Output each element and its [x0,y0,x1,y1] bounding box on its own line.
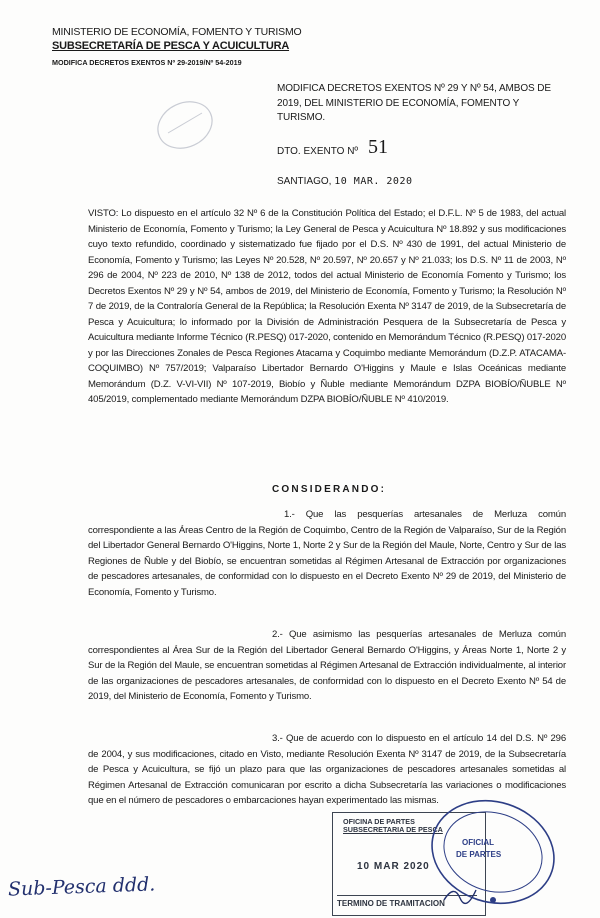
faint-stamp-mark [150,95,220,155]
place-date [277,176,412,187]
stamp-line-2: SUBSECRETARIA DE PESCA [343,825,443,834]
reference-line: MODIFICA DECRETOS EXENTOS Nº 29-2019/Nº 54-2019 [52,58,242,67]
decree-label: DTO. EXENTO Nº [277,146,359,157]
stamp-footer: TERMINO DE TRAMITACION [337,895,477,908]
ministry-header: MINISTERIO DE ECONOMÍA, FOMENTO Y TURISMO [52,26,302,38]
ink-scribble [440,880,480,910]
considerando-paragraph-1: 1.- Que las pesquerías artesanales de Merluza común correspondiente a las Áreas Centro de la Región de Coquimbo, Centro de la Región de Valparaíso, Sur de la Región del Libertador General Bernardo O'Higgins, Norte 1, Norte 2 y Sur de la Región del Maule, Norte, Centro y Sur de las Regiones de Ñuble y del Biobío, se encuentran sometidas al Régimen Artesanal de Extracción por organizaciones de pescadores artesanales, de conformidad con lo dispuesto en el Decreto Exento Nº 29 de 2019, del Ministerio de Economía, Fomento y Turismo. [88,509,566,598]
handwritten-signature: Sub-Pesca ddd. [7,873,156,901]
round-stamp-text-2: DE PARTES [456,850,502,859]
decree-title: MODIFICA DECRETOS EXENTOS Nº 29 Y Nº 54, AMBOS DE 2019, DEL MINISTERIO DE ECONOMÍA, FOMENTO Y TURISMO. [277,83,551,123]
considerando-paragraph-2: 2.- Que asimismo las pesquerías artesanales de Merluza común correspondientes al Área Sur de la Región del Libertador General Bernardo O'Higgins, y Áreas Norte 1, Norte 2 y Sur de la Región del Maule, se encuentran sometidas al Régimen Artesanal de Extracción individualmente, al interior de las organizaciones de pescadores artesanales, de conformidad con lo dispuesto en el Decreto Exento Nº 54 de 2019, del Ministerio de Economía, Fomento y Turismo. [88,629,566,702]
stamp-line-1: OFICINA DE PARTES [343,817,415,826]
subsecretaria-header: SUBSECRETARÍA DE PESCA Y ACUICULTURA [52,40,290,52]
considerando-paragraph-3: 3.- Que de acuerdo con lo dispuesto en el artículo 14 del D.S. Nº 296 de 2004, y sus modificaciones, citado en Visto, mediante Resolución Exenta Nº 3147 de 2019, de la Subsecretaría de Pesca y Acuicultura, se fijó un plazo para que las organizaciones de pescadores artesanales sometidas al Régimen Artesanal de Extracción comunicaran por escrito a dicha Subsecretaría las variaciones o modificaciones que en el número de pescadores o embarcaciones hayan experimentado las mismas. [88,733,566,806]
visto-paragraph: VISTO: Lo dispuesto en el artículo 32 Nº 6 de la Constitución Política del Estado; el D.F.L. Nº 5 de 1983, del actual Ministerio de Economía, Fomento y Turismo; la Ley General de Pesca y Acuicultura Nº 18.892 y sus modificaciones cuyo texto refundido, coordinado y sistematizado fue fijado por el D.S. Nº 430 de 1991, del actual Ministerio de Economía, Fomento y Turismo; las Leyes Nº 20.528, Nº 20.597, Nº 20.657 y Nº 21.033; los D.S. Nº 11 de 2003, Nº 296 de 2004, Nº 223 de 2010, Nº 138 de 2012, todos del actual Ministerio de Economía Fomento y Turismo; los Decretos Exentos Nº 29 y Nº 54, ambos de 2019, del Ministerio de Economía, Fomento y Turismo; la Resolución Nº 7 de 2019, de la Contraloría General de la República; la Resolución Exenta Nº 3147 de 2019, de la Subsecretaría de Pesca y Acuicultura; lo informado por la División de Administración Pesquera de la Subsecretaría de Pesca y Acuicultura mediante Informe Técnico (R.PESQ) 017-2020, contenido en Memorándum Técnico (R.PESQ) 017-2020 y por las Direcciones Zonales de Pesca Regiones Atacama y Coquimbo mediante Memorándum (D.Z.P. ATACAMA-COQUIMBO) Nº 757/2019; Valparaíso Libertador Bernardo O'Higgins y Maule e Islas Oceánicas mediante Memorándum (D.Z. V-VI-VII) Nº 107-2019, Biobío y Ñuble mediante Memorándum DZPA BIOBÍO/ÑUBLE Nº 405/2019, complementado mediante Memorándum DZPA BIOBÍO/ÑUBLE Nº 410/2019. [88,208,566,405]
decree-number: 51 [368,136,388,158]
round-stamp-text-1: OFICIAL [462,838,494,847]
place: SANTIAGO, [277,176,332,187]
stamp-date: 10 MAR 2020 [357,861,430,872]
decree-date: 10 MAR. 2020 [334,176,413,187]
considerando-heading: CONSIDERANDO: [272,484,387,495]
